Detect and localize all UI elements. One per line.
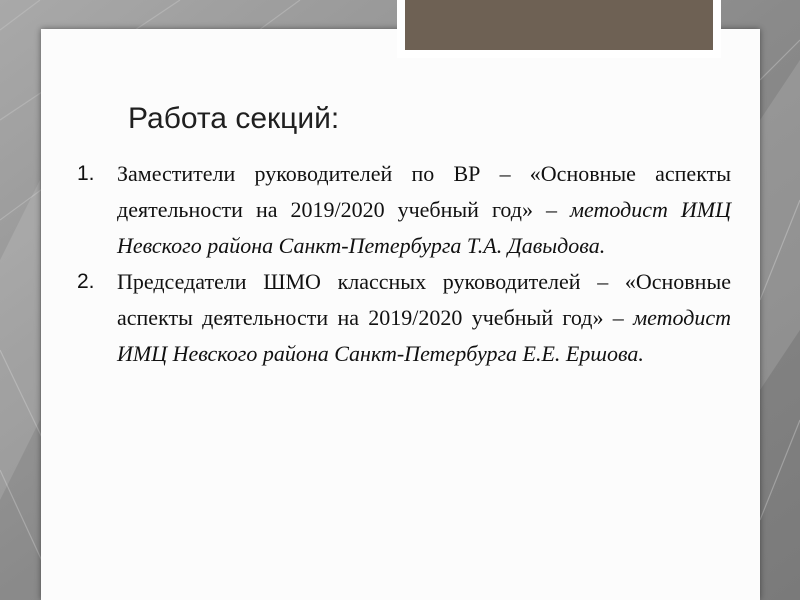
list-item [73, 156, 731, 264]
list-item-text: Председатели ШМО классных руководителей – «Основные аспекты деятельности на 2019/2020 учебный год» – [117, 269, 731, 330]
list-item-number: 1. [77, 162, 95, 185]
list-item-speaker: методист ИМЦ Невского района Санкт-Петербурга Е.Е. Ершова. [117, 305, 731, 366]
sections-list [73, 156, 731, 372]
list-item [73, 264, 731, 372]
list-item-speaker: методист ИМЦ Невского района Санкт-Петербурга Т.А. Давыдова. [117, 197, 731, 258]
accent-block [405, 0, 713, 50]
slide-title: Работа секций: [128, 102, 340, 135]
list-item-number: 2. [77, 270, 95, 293]
list-item-text: Заместители руководителей по ВР – «Основные аспекты деятельности на 2019/2020 учебный год» – [117, 161, 731, 222]
